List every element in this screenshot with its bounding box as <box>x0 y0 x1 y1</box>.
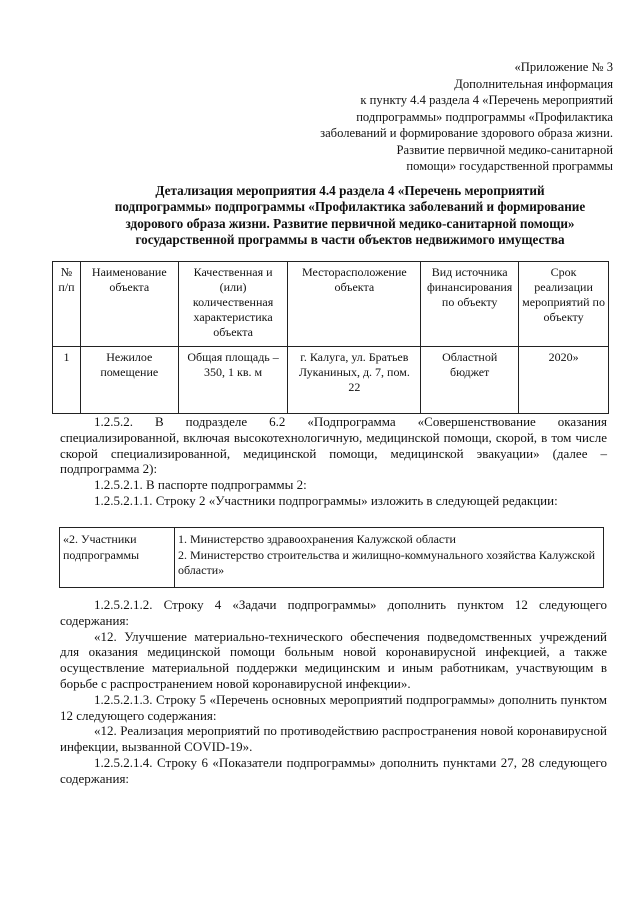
participants-list-cell <box>175 528 604 588</box>
table-cell: Нежилое помещение <box>80 347 178 414</box>
annex-line: «Приложение № 3 <box>514 60 613 74</box>
paragraph: 1.2.5.2.1.2. Строку 4 «Задачи подпрограммы» дополнить пунктом 12 следующего содержания: <box>60 597 607 628</box>
objects-table <box>52 261 609 414</box>
paragraph: 1.2.5.2.1.4. Строку 6 «Показатели подпрограммы» дополнить пунктами 27, 28 следующего содержания: <box>60 754 607 786</box>
annex-line: заболеваний и формирование здорового образа жизни. <box>320 126 613 140</box>
paragraph: 1.2.5.2.1.1. Строку 2 «Участники подпрограммы» изложить в следующей редакции: <box>94 492 558 508</box>
table-row <box>60 528 604 588</box>
header-cell-name: Наименование объекта <box>80 262 178 347</box>
heading-line: государственной программы в части объектов недвижимого имущества <box>135 232 565 248</box>
table-cell: 2020» <box>519 347 609 414</box>
annex-line: подпрограммы» подпрограммы «Профилактика <box>356 109 613 124</box>
annex-line: Развитие первичной медико-санитарной <box>396 142 613 157</box>
table-cell: г. Калуга, ул. Братьев Луканиных, д. 7, пом. 22 <box>288 347 421 414</box>
participants-label-cell: «2. Участники подпрограммы <box>60 528 175 588</box>
table-cell: Областной бюджет <box>421 347 519 414</box>
paragraph: «12. Реализация мероприятий по противодействию распространения новой коронавирусной инфекции, вызванной COVID-19». <box>60 723 607 755</box>
table-cell: Общая площадь – 350, 1 кв. м <box>178 347 288 414</box>
heading-line: подпрограммы» подпрограммы «Профилактика заболеваний и формирование <box>114 199 586 215</box>
paragraph: «12. Улучшение материально-технического обеспечения подведомственных учреждений для оказания медицинской помощи больным новой коронавирусной инфекцией, а также осуществление материальной поддержки медицинским и иным работникам, участвующим в борьбе с распространением новой коронавирусной инфекции». <box>60 628 607 691</box>
table-row <box>53 347 609 414</box>
paragraph: 1.2.5.2.1.3. Строку 5 «Перечень основных мероприятий подпрограммы» дополнить пунктом 12 следующего содержания: <box>60 691 607 723</box>
annex-line: помощи» государственной программы <box>406 159 613 173</box>
table-header-row <box>53 262 609 347</box>
participants-table <box>59 527 604 588</box>
annex-block <box>253 59 613 175</box>
table-cell: 1 <box>53 347 81 414</box>
body-section-1 <box>60 414 607 509</box>
participant-item: 2. Министерство строительства и жилищно-коммунального хозяйства Калужской области» <box>178 547 596 577</box>
annex-line: Дополнительная информация <box>454 76 613 91</box>
header-cell-term: Срок реализации мероприятий по объекту <box>519 262 609 347</box>
paragraph: 1.2.5.2. В подразделе 6.2 «Подпрограмма «Совершенствование оказания специализированной, включая высокотехнологичную, медицинской помощи, скорой, в том числе скорой специализированной, медицинской помощи, медицинской эвакуации» (далее – подпрограмма 2): <box>60 414 607 477</box>
header-cell-characteristics: Качественная и (или) количественная характеристика объекта <box>178 262 288 347</box>
header-cell-location: Месторасположение объекта <box>288 262 421 347</box>
annex-line: к пункту 4.4 раздела 4 «Перечень мероприятий <box>360 93 613 107</box>
header-cell-funding: Вид источника финансирования по объекту <box>421 262 519 347</box>
heading-line: здорового образа жизни. Развитие первичной медико-санитарной помощи» <box>125 215 575 231</box>
heading-line: Детализация мероприятия 4.4 раздела 4 «Перечень мероприятий <box>155 183 545 198</box>
body-section-2 <box>60 597 607 787</box>
header-cell-number: № п/п <box>53 262 81 347</box>
participant-item: 1. Министерство здравоохранения Калужской области <box>178 532 456 546</box>
section-heading <box>60 183 640 249</box>
paragraph: 1.2.5.2.1. В паспорте подпрограммы 2: <box>94 477 307 493</box>
